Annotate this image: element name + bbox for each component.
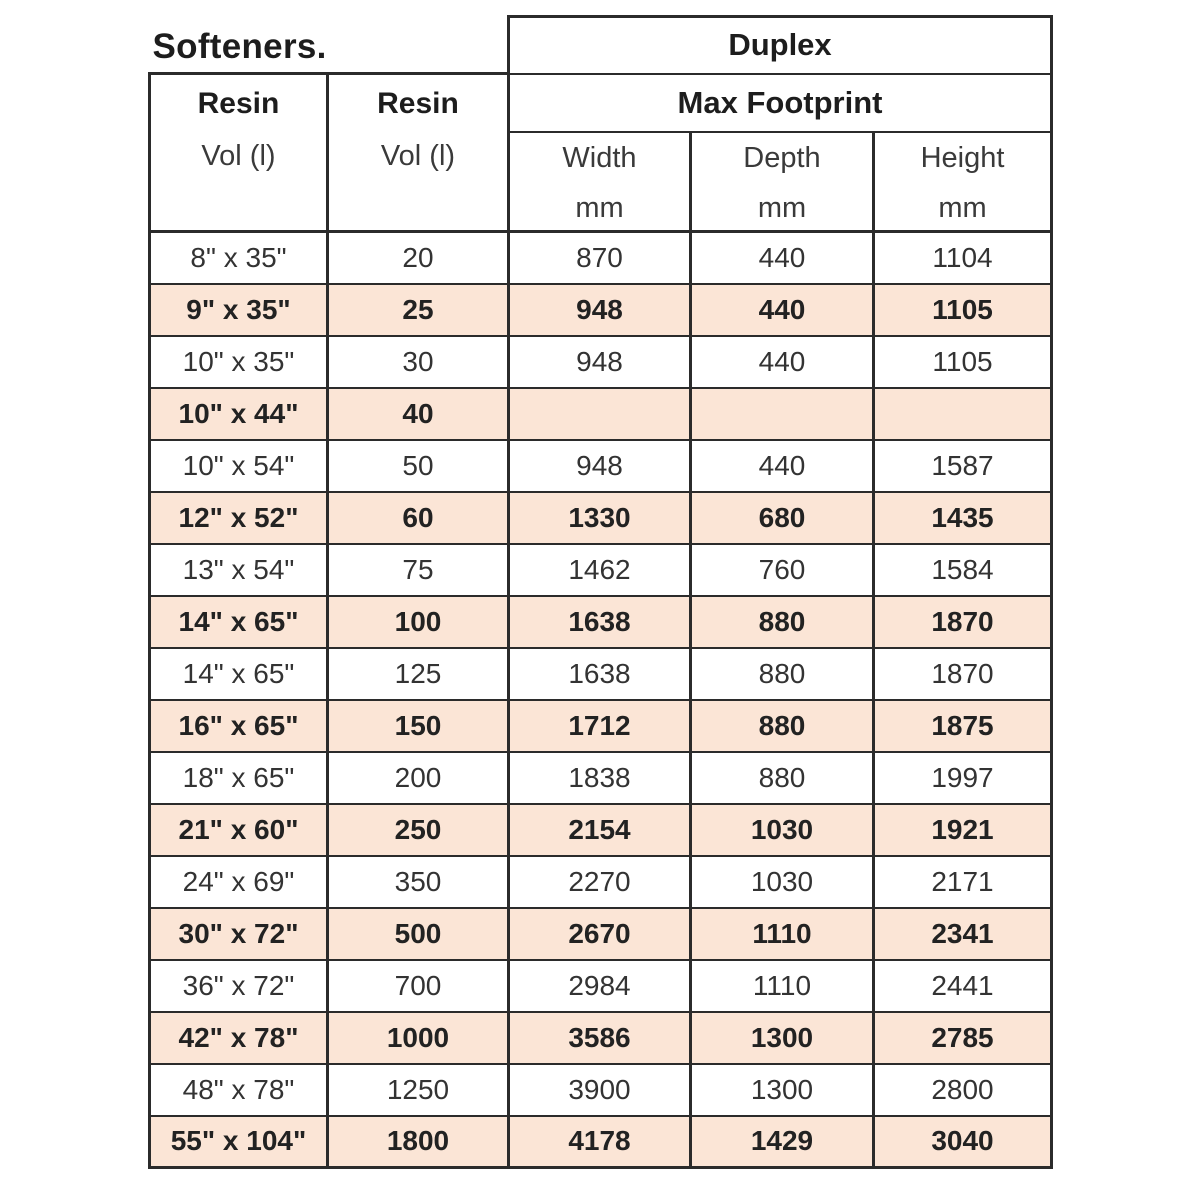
cell-height: 2800 xyxy=(874,1064,1052,1116)
cell-width: 2270 xyxy=(509,856,691,908)
page-title: Softeners. xyxy=(152,27,327,66)
softeners-table-wrap xyxy=(148,15,1053,1169)
cell-width: 1330 xyxy=(509,492,691,544)
cell-height: 1870 xyxy=(874,648,1052,700)
cell-size: 12" x 52" xyxy=(150,492,328,544)
cell-height: 2171 xyxy=(874,856,1052,908)
cell-vol: 500 xyxy=(328,908,509,960)
cell-size: 8" x 35" xyxy=(150,232,328,284)
cell-width xyxy=(509,388,691,440)
cell-depth: 440 xyxy=(691,284,874,336)
cell-depth: 1300 xyxy=(691,1064,874,1116)
cell-size: 10" x 54" xyxy=(150,440,328,492)
vol-label: Vol (l) xyxy=(201,140,276,172)
cell-height: 3040 xyxy=(874,1116,1052,1168)
duplex-header: Duplex xyxy=(509,17,1052,74)
cell-size: 9" x 35" xyxy=(150,284,328,336)
table-row xyxy=(150,1012,1052,1064)
softeners-table xyxy=(148,15,1053,1169)
cell-height: 1435 xyxy=(874,492,1052,544)
table-row xyxy=(150,336,1052,388)
cell-depth: 880 xyxy=(691,596,874,648)
cell-vol: 30 xyxy=(328,336,509,388)
table-row xyxy=(150,648,1052,700)
cell-vol: 350 xyxy=(328,856,509,908)
cell-width: 948 xyxy=(509,284,691,336)
cell-depth: 880 xyxy=(691,752,874,804)
cell-width: 3900 xyxy=(509,1064,691,1116)
cell-width: 2154 xyxy=(509,804,691,856)
cell-height: 1870 xyxy=(874,596,1052,648)
cell-depth: 1429 xyxy=(691,1116,874,1168)
cell-height xyxy=(874,388,1052,440)
cell-size: 24" x 69" xyxy=(150,856,328,908)
cell-vol: 75 xyxy=(328,544,509,596)
cell-width: 948 xyxy=(509,440,691,492)
cell-height: 2341 xyxy=(874,908,1052,960)
cell-depth: 880 xyxy=(691,648,874,700)
table-row xyxy=(150,492,1052,544)
cell-size: 30" x 72" xyxy=(150,908,328,960)
table-row xyxy=(150,856,1052,908)
table-row xyxy=(150,388,1052,440)
table-row xyxy=(150,1116,1052,1168)
depth-unit: mm xyxy=(757,191,807,224)
cell-width: 4178 xyxy=(509,1116,691,1168)
cell-vol: 20 xyxy=(328,232,509,284)
cell-size: 18" x 65" xyxy=(150,752,328,804)
cell-depth: 760 xyxy=(691,544,874,596)
cell-height: 1104 xyxy=(874,232,1052,284)
resin-vol-size-header xyxy=(150,74,328,232)
header-row-group xyxy=(150,74,1052,132)
cell-depth: 440 xyxy=(691,232,874,284)
cell-depth: 1030 xyxy=(691,804,874,856)
table-row xyxy=(150,752,1052,804)
cell-vol: 50 xyxy=(328,440,509,492)
cell-vol: 60 xyxy=(328,492,509,544)
cell-size: 48" x 78" xyxy=(150,1064,328,1116)
cell-size: 21" x 60" xyxy=(150,804,328,856)
cell-depth: 680 xyxy=(691,492,874,544)
width-header xyxy=(509,132,691,232)
depth-label: Depth xyxy=(743,141,821,174)
cell-depth xyxy=(691,388,874,440)
cell-width: 2670 xyxy=(509,908,691,960)
cell-size: 10" x 35" xyxy=(150,336,328,388)
cell-width: 1712 xyxy=(509,700,691,752)
cell-width: 2984 xyxy=(509,960,691,1012)
cell-height: 1105 xyxy=(874,284,1052,336)
cell-vol: 200 xyxy=(328,752,509,804)
cell-depth: 1300 xyxy=(691,1012,874,1064)
cell-vol: 25 xyxy=(328,284,509,336)
cell-vol: 100 xyxy=(328,596,509,648)
cell-depth: 1110 xyxy=(691,960,874,1012)
cell-depth: 440 xyxy=(691,336,874,388)
depth-header xyxy=(691,132,874,232)
cell-size: 36" x 72" xyxy=(150,960,328,1012)
cell-size: 14" x 65" xyxy=(150,596,328,648)
table-row xyxy=(150,804,1052,856)
cell-depth: 1030 xyxy=(691,856,874,908)
table-row xyxy=(150,960,1052,1012)
resin-vol-litres-header xyxy=(328,74,509,232)
cell-vol: 700 xyxy=(328,960,509,1012)
cell-width: 1462 xyxy=(509,544,691,596)
cell-width: 1838 xyxy=(509,752,691,804)
cell-height: 1997 xyxy=(874,752,1052,804)
cell-size: 10" x 44" xyxy=(150,388,328,440)
table-row xyxy=(150,232,1052,284)
cell-vol: 125 xyxy=(328,648,509,700)
resin-label: Resin xyxy=(377,87,459,120)
cell-height: 1584 xyxy=(874,544,1052,596)
width-label: Width xyxy=(562,141,637,174)
cell-vol: 250 xyxy=(328,804,509,856)
cell-width: 948 xyxy=(509,336,691,388)
cell-width: 1638 xyxy=(509,596,691,648)
cell-size: 42" x 78" xyxy=(150,1012,328,1064)
height-unit: mm xyxy=(938,191,987,224)
table-row xyxy=(150,544,1052,596)
cell-height: 1875 xyxy=(874,700,1052,752)
cell-depth: 880 xyxy=(691,700,874,752)
cell-height: 2785 xyxy=(874,1012,1052,1064)
table-row xyxy=(150,596,1052,648)
cell-height: 1921 xyxy=(874,804,1052,856)
cell-size: 16" x 65" xyxy=(150,700,328,752)
cell-width: 870 xyxy=(509,232,691,284)
cell-vol: 150 xyxy=(328,700,509,752)
table-row xyxy=(150,1064,1052,1116)
max-footprint-header: Max Footprint xyxy=(509,74,1052,132)
cell-height: 2441 xyxy=(874,960,1052,1012)
height-header xyxy=(874,132,1052,232)
header-row-duplex xyxy=(150,17,1052,74)
table-body xyxy=(150,232,1052,1168)
cell-vol: 1800 xyxy=(328,1116,509,1168)
width-unit: mm xyxy=(575,191,624,224)
cell-depth: 440 xyxy=(691,440,874,492)
cell-vol: 40 xyxy=(328,388,509,440)
cell-vol: 1000 xyxy=(328,1012,509,1064)
height-label: Height xyxy=(920,141,1005,174)
table-row xyxy=(150,284,1052,336)
cell-depth: 1110 xyxy=(691,908,874,960)
cell-size: 14" x 65" xyxy=(150,648,328,700)
title-area xyxy=(150,17,509,74)
vol-label: Vol (l) xyxy=(380,140,456,172)
table-header xyxy=(150,17,1052,232)
cell-height: 1105 xyxy=(874,336,1052,388)
cell-width: 3586 xyxy=(509,1012,691,1064)
cell-height: 1587 xyxy=(874,440,1052,492)
cell-size: 13" x 54" xyxy=(150,544,328,596)
cell-size: 55" x 104" xyxy=(150,1116,328,1168)
resin-label: Resin xyxy=(197,87,280,120)
table-row xyxy=(150,440,1052,492)
table-row xyxy=(150,700,1052,752)
cell-width: 1638 xyxy=(509,648,691,700)
table-row xyxy=(150,908,1052,960)
cell-vol: 1250 xyxy=(328,1064,509,1116)
